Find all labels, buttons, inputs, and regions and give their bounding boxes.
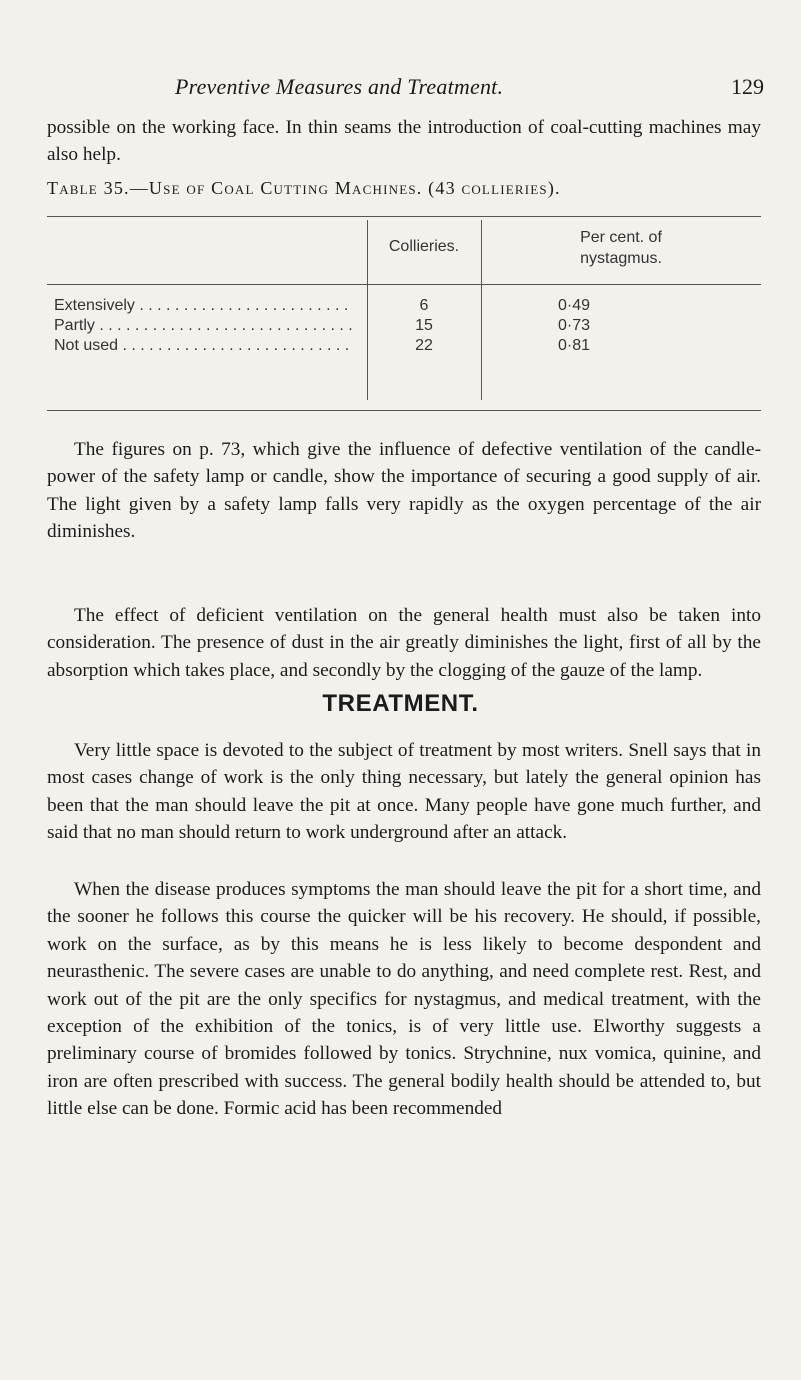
table-top-rule <box>47 216 761 217</box>
table-row-label: Extensively . . . <box>54 296 354 316</box>
column-header-percent <box>481 227 761 269</box>
table-cell-percent: 0·73 <box>558 317 591 334</box>
table-cell-collieries: 15 <box>415 317 433 334</box>
table-cell-percent: 0·49 <box>558 297 591 314</box>
paragraph-intro: possible on the working face. In thin seams the introduction of coal-cutting machines may also help. <box>47 117 761 166</box>
table-cell-collieries: 22 <box>415 337 433 354</box>
running-title: Preventive Measures and Treatment. <box>175 74 504 99</box>
section-heading-treatment: TREATMENT. <box>322 690 479 717</box>
table-bottom-rule <box>47 410 761 411</box>
table-row-label: Not used . . . <box>54 336 354 356</box>
running-head <box>0 74 801 104</box>
paragraph-disease: When the disease produces symptoms the man should leave the pit for a short time, and the sooner he follows this course the quicker will be his recovery. He should, if possible, work on the surface, as by this means he is less likely to become despondent and neurasthenic. The severe cases are unable to do anything, and need complete rest. Rest, and work out of the pit are the only specifics for nystagmus, and medical treatment, with the exception of the exhibition of the tonics, is of very little use. Elworthy suggests a preliminary course of bromides followed by tonics. Strychnine, nux vomica, quinine, and iron are often prescribed with success. The general bodily health should be attended to, but little else can be done. Formic acid has been recommended <box>47 879 761 1120</box>
table-row-label: Partly . . . <box>54 316 354 336</box>
paragraph-treatment: Very little space is devoted to the subject of treatment by most writers. Snell says that in most cases change of work is the only thing necessary, but lately the general opinion has been that the man should leave the pit at once. Many people have gone much further, and said that no man should return to work underground after an attack. <box>47 740 761 844</box>
paragraph-figures: The figures on p. 73, which give the influence of defective ventilation of the candle-power of the safety lamp or candle, show the importance of securing a good supply of air. The light given by a safety lamp falls very rapidly as the oxygen percentage of the air diminishes. <box>47 439 761 543</box>
page-number: 129 <box>731 74 764 99</box>
column-header-percent-line1: Per cent. of <box>580 229 662 246</box>
column-header-collieries: Collieries. <box>388 238 460 255</box>
table-caption: Table 35.—Use of Coal Cutting Machines. (43 collieries). <box>47 178 561 198</box>
paragraph-effect: The effect of deficient ventilation on the general health must also be taken into consideration. The presence of dust in the air greatly diminishes the light, first of all by the absorption which takes place, and secondly by the clogging of the gauze of the lamp. <box>47 605 761 681</box>
table-header-rule <box>47 284 761 285</box>
column-header-percent-line2: nystagmus. <box>580 250 662 267</box>
coal-cutting-table <box>47 216 761 414</box>
table-cell-percent: 0·81 <box>558 337 591 354</box>
table-cell-collieries: 6 <box>419 297 429 314</box>
